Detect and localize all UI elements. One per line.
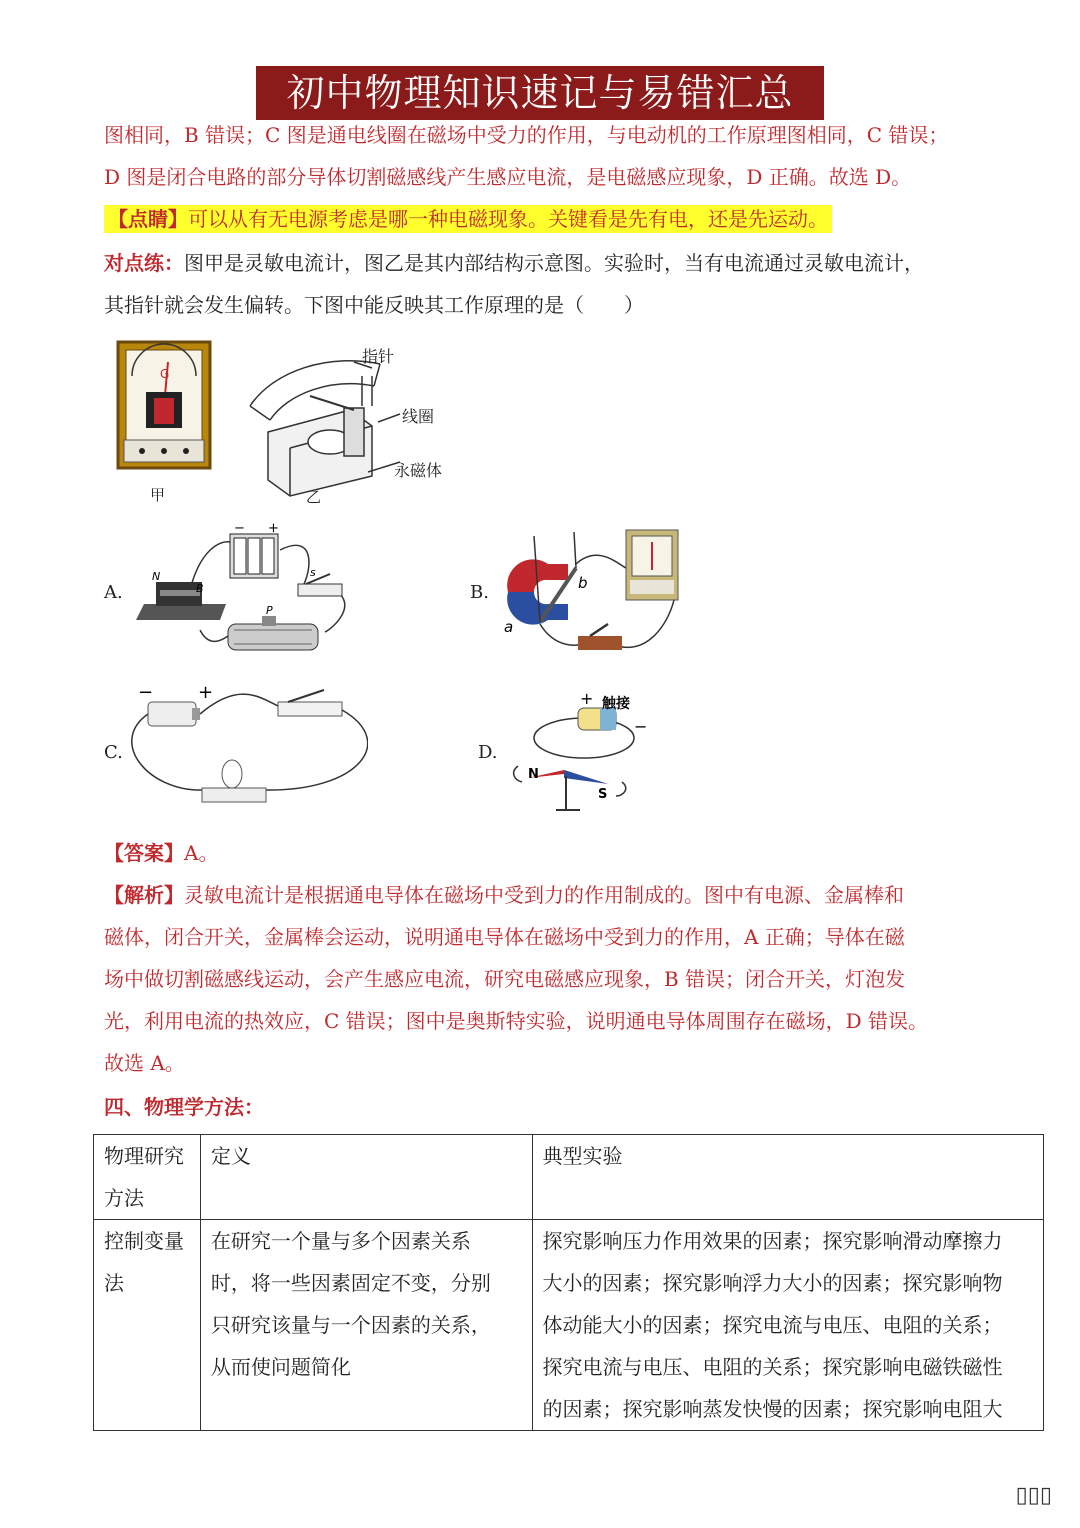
c-plus: + bbox=[198, 682, 214, 703]
galvanometer-figure bbox=[110, 336, 490, 516]
label-pointer: 指针 bbox=[362, 347, 395, 366]
caption-yi: 乙 bbox=[306, 488, 322, 506]
tip-label: 【点睛】 bbox=[108, 207, 188, 231]
analysis-line1 bbox=[104, 880, 904, 910]
b-b: b bbox=[578, 574, 588, 592]
page-title: 初中物理知识速记与易错汇总 bbox=[256, 66, 824, 120]
option-a-label: A. bbox=[104, 582, 123, 603]
option-b-label: B. bbox=[470, 582, 489, 603]
practice-label: 对点练： bbox=[104, 251, 184, 275]
prev-analysis-line1: 图相同，B 错误；C 图是通电线圈在磁场中受力的作用，与电动机的工作原理图相同，C 错误； bbox=[104, 123, 949, 147]
table-header-row bbox=[94, 1135, 1044, 1220]
methods-table bbox=[93, 1134, 1044, 1431]
answer-line bbox=[104, 838, 218, 868]
analysis-line4: 光，利用电流的热效应，C 错误；图中是奥斯特实验，说明通电导体周围存在磁场，D 错误。 bbox=[104, 1009, 929, 1033]
option-c-figure bbox=[128, 682, 368, 822]
a-plus: + bbox=[268, 521, 279, 536]
analysis-label: 【解析】 bbox=[104, 883, 184, 907]
option-c-label: C. bbox=[104, 742, 123, 763]
tip-block bbox=[104, 204, 832, 234]
answer-text: A。 bbox=[184, 841, 219, 865]
a-minus: − bbox=[234, 521, 245, 536]
practice-line2: 其指针就会发生偏转。下图中能反映其工作原理的是（ ） bbox=[104, 293, 644, 317]
caption-jia: 甲 bbox=[150, 486, 166, 504]
d-minus: − bbox=[634, 717, 648, 736]
table-row bbox=[94, 1220, 1044, 1431]
a-b: B bbox=[196, 582, 204, 595]
prev-analysis-line2: D 图是闭合电路的部分导体切割磁感线产生感应电流，是电磁感应现象，D 正确。故选 D。 bbox=[104, 165, 912, 189]
tip-text: 可以从有无电源考虑是哪一种电磁现象。关键看是先有电，还是先运动。 bbox=[188, 207, 828, 231]
analysis-line5: 故选 A。 bbox=[104, 1051, 185, 1075]
d-n: N bbox=[528, 767, 539, 782]
header-definition: 定义 bbox=[200, 1135, 532, 1220]
cell-experiments: 探究影响压力作用效果的因素；探究影响滑动摩擦力 大小的因素；探究影响浮力大小的因素；探究影响物 体动能大小的因素；探究电流与电压、电阻的关系； 探究电流与电压、电阻的关系；探究影响电磁铁磁性 的因素；探究影响蒸发快慢的因素；探究影响电阻大 bbox=[532, 1220, 1043, 1431]
section-heading: 四、物理学方法： bbox=[104, 1095, 264, 1119]
galvanometer-jia bbox=[118, 342, 210, 468]
answer-label: 【答案】 bbox=[104, 841, 184, 865]
b-a: a bbox=[504, 618, 514, 636]
corner-mark-icon: ▯▯▯ bbox=[1015, 1483, 1052, 1508]
d-touch: 触接 bbox=[602, 696, 630, 712]
header-experiments: 典型实验 bbox=[532, 1135, 1043, 1220]
practice-text1: 图甲是灵敏电流计，图乙是其内部结构示意图。实验时，当有电流通过灵敏电流计， bbox=[184, 251, 924, 275]
header-method: 物理研究 方法 bbox=[94, 1135, 201, 1220]
meter-letter: G bbox=[160, 367, 170, 381]
analysis-line3: 场中做切割磁感线运动，会产生感应电流，研究电磁感应现象，B 错误；闭合开关，灯泡发 bbox=[104, 967, 906, 991]
option-d-figure bbox=[504, 686, 664, 816]
d-plus: + bbox=[580, 689, 594, 708]
a-s: s bbox=[310, 566, 316, 579]
c-minus: − bbox=[138, 682, 154, 703]
label-coil: 线圈 bbox=[402, 407, 435, 426]
galvanometer-yi bbox=[250, 361, 400, 496]
a-p: P bbox=[266, 604, 273, 617]
option-b-figure bbox=[498, 524, 698, 664]
a-n: N bbox=[152, 570, 161, 583]
option-d-label: D. bbox=[478, 742, 498, 763]
tip-highlight bbox=[104, 205, 832, 233]
cell-definition: 在研究一个量与多个因素关系 时，将一些因素固定不变，分别 只研究该量与一个因素的关系， 从而使问题简化 bbox=[200, 1220, 532, 1431]
d-s: S bbox=[598, 787, 608, 802]
label-magnet: 永磁体 bbox=[394, 461, 443, 480]
cell-method: 控制变量 法 bbox=[94, 1220, 201, 1431]
practice-line1 bbox=[104, 248, 924, 278]
analysis-line2: 磁体，闭合开关，金属棒会运动，说明通电导体在磁场中受到力的作用，A 正确；导体在磁 bbox=[104, 925, 905, 949]
analysis-text1: 灵敏电流计是根据通电导体在磁场中受到力的作用制成的。图中有电源、金属棒和 bbox=[184, 883, 904, 907]
option-a-figure bbox=[130, 520, 360, 665]
